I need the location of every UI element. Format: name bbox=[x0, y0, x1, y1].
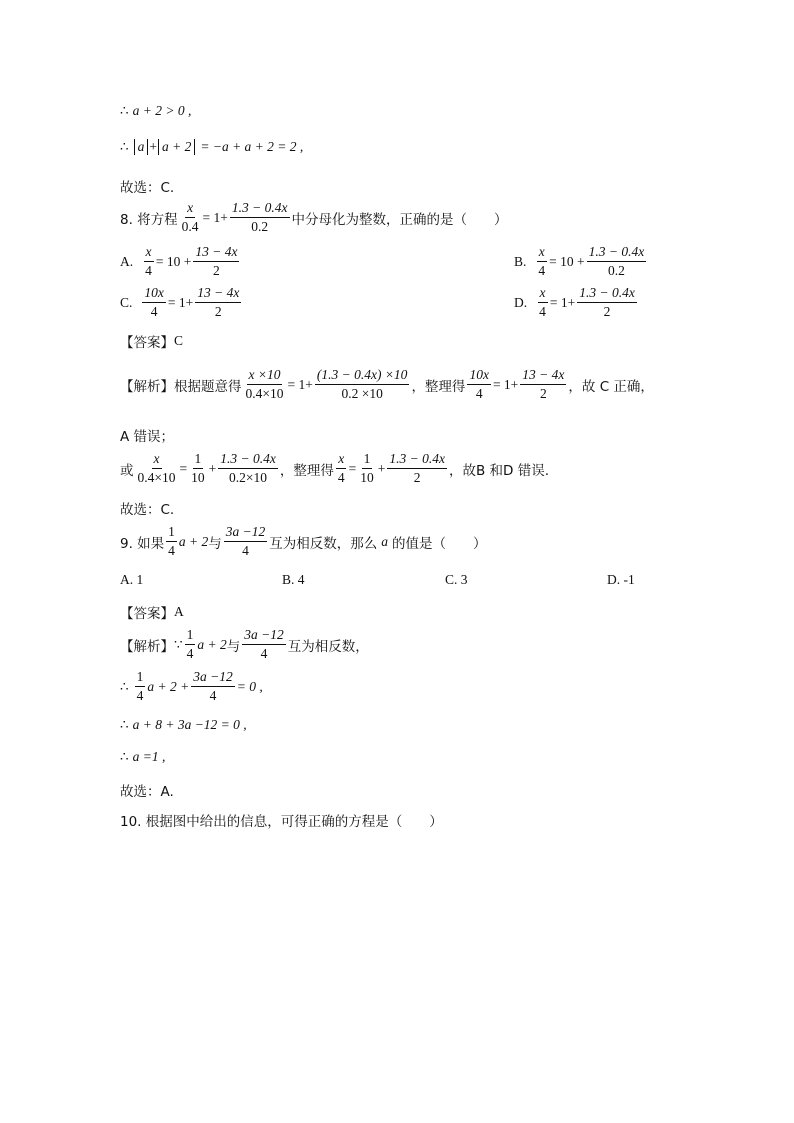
step-line-2: ∴ a + a + 2 = −a + a + 2 = 2 , bbox=[120, 139, 304, 154]
q8-analysis-2: A 错误； bbox=[120, 429, 175, 445]
q9-analysis-4: ∴ a =1 , bbox=[120, 749, 166, 764]
q8-option-b: B. $\frac{x}{4}$ = 10 + $\frac{1.3 - 0.4x}{0.2}$ bbox=[514, 244, 645, 279]
q8-analysis-1: 【解析】 根据题意得 $\frac{x \times 10}{0.4\times 10}$ = 1+ $\frac{(1.3 - 0.4x) \times 10}{0.2 \times 10}$ ，整理得 $\frac{10x}{4}$ = 1+ $\frac{13 - 4x}{2}$ ，故 C 正确， bbox=[120, 367, 654, 402]
q8-stem-suffix: 中分母化为整数，正确的是（ ） bbox=[291, 211, 508, 228]
q8-option-d: D. $\frac{x}{4}$ = 1+ $\frac{1.3 - 0.4x}{2}$ bbox=[514, 285, 635, 320]
q9-analysis-1: 【解析】 ∵ $\frac{1}{4}$ a + 2 与 $\frac{3a -12}{4}$ 互为相反数， bbox=[120, 627, 369, 662]
abs-a: a bbox=[134, 139, 149, 155]
q8-frac-1: $\frac{x}{0.4}$ bbox=[181, 200, 199, 235]
q9-final: 故选：A. bbox=[120, 784, 174, 800]
inequality: a + 2 > 0 , bbox=[132, 103, 192, 118]
q9-option-b: B. 4 bbox=[282, 572, 305, 587]
choice-line-q7 bbox=[120, 176, 174, 196]
q9-analysis-3: ∴ a + 8 + 3a −12 = 0 , bbox=[120, 717, 247, 732]
q9-option-a: A. 1 bbox=[120, 572, 144, 587]
q9-analysis-2: ∴ $\frac{1}{4}$ a + 2 + $\frac{3a -12}{4}$ = 0 , bbox=[120, 669, 263, 704]
q9-option-c: C. 3 bbox=[445, 572, 468, 587]
therefore-symbol: ∴ bbox=[120, 139, 129, 154]
therefore-symbol: ∴ bbox=[120, 103, 129, 118]
q8-stem: 8. 将方程 $\frac{x}{0.4}$ = 1+ $\frac{1.3 - 0.4x}{0.2}$ 中分母化为整数，正确的是（ ） bbox=[120, 200, 508, 235]
q9-answer: 【答案】 A bbox=[120, 604, 184, 622]
q8-frac-2: $\frac{1.3 - 0.4x}{0.2}$ bbox=[231, 200, 288, 235]
q8-analysis-3: 或 $\frac{x}{0.4\times 10}$ = $\frac{1}{10}$ + $\frac{1.3 - 0.4x}{0.2\times 10}$ ，整理得 $\frac{x}{4}$ = $\frac{1}{10}$ + $\frac{1.3 - 0.4x}{2}$ ，故B 和D 错误. bbox=[120, 451, 549, 486]
final-choice: 故选：C. bbox=[120, 180, 175, 196]
step-line-1 bbox=[120, 103, 191, 119]
q8-final: 故选：C. bbox=[120, 502, 175, 518]
q9-option-d: D. -1 bbox=[607, 572, 635, 587]
q10-stem: 10. 根据图中给出的信息，可得正确的方程是（ ） bbox=[120, 814, 443, 830]
abs-a-plus-2: a + 2 bbox=[158, 139, 195, 155]
q8-option-c: C. $\frac{10x}{4}$ = 1+ $\frac{13 - 4x}{2}$ bbox=[120, 285, 240, 320]
abs-result: = −a + a + 2 = 2 , bbox=[200, 139, 304, 154]
q8-answer: 【答案】 C bbox=[120, 333, 184, 351]
q8-option-a: A. $\frac{x}{4}$ = 10 + $\frac{13 - 4x}{2}$ bbox=[120, 244, 238, 279]
q9-stem: 9. 如果 $\frac{1}{4}$ a + 2 与 $\frac{3a -12}{4}$ 互为相反数，那么 a 的值是（ ） bbox=[120, 524, 487, 559]
q8-stem-prefix: 8. 将方程 bbox=[120, 211, 178, 228]
